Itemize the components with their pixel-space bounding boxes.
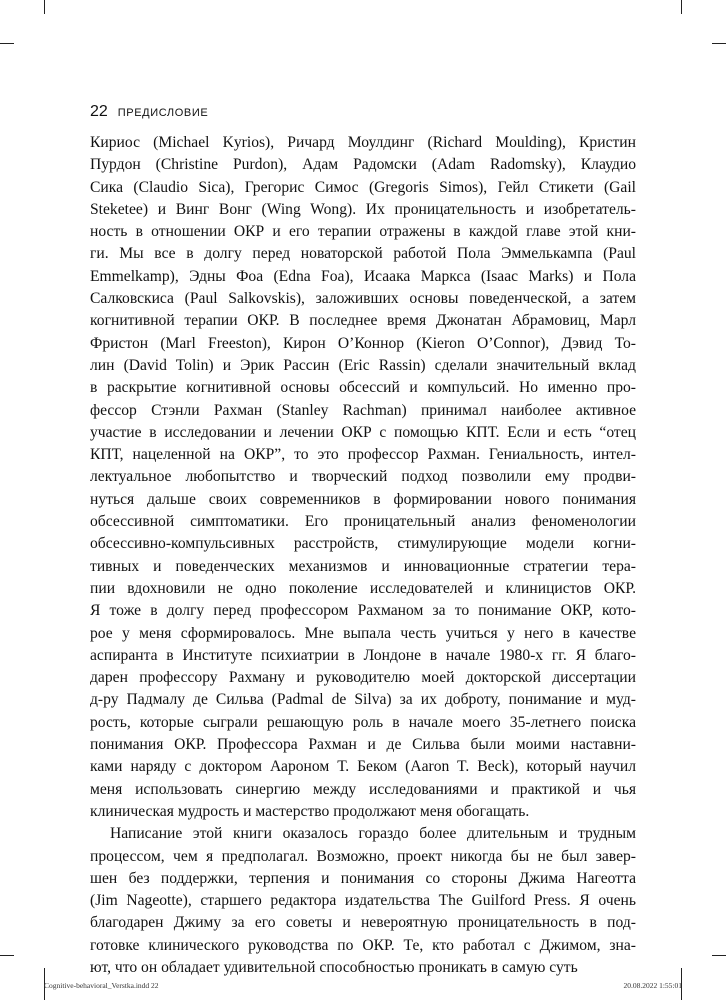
crop-mark-left-bottom: [0, 955, 14, 956]
text-line: лин (David Tolin) и Эрик Рассин (Eric Rassin) сделали значительный вклад: [90, 356, 636, 374]
text-line: обсессивной симптоматики. Его проницательный анализ феноменологии: [90, 513, 636, 531]
crop-mark-top-left: [44, 0, 45, 14]
text-line: рое у меня сформировалось. Мне выпала честь учиться у него в качестве: [90, 624, 636, 642]
text-line: Кириос (Michael Kyrios), Ричард Моулдинг (Richard Moulding), Кристин: [90, 134, 636, 151]
text-line: Emmelkamp), Эдны Фоа (Edna Foa), Исаака Маркса (Isaac Marks) и Пола: [90, 267, 636, 285]
text-line: меня использовать синергию между исследованиями и практикой и чья: [90, 780, 636, 798]
section-title: ПРЕДИСЛОВИЕ: [117, 107, 209, 119]
text-line: обсессивно-компульсивных расстройств, стимулирующие модели когни-: [90, 535, 636, 553]
text-line: рость, которые сыграли решающую роль в начале моего 35-летнего поиска: [90, 713, 636, 731]
crop-mark-left-top: [0, 43, 14, 44]
text-line: ги. Мы все в долгу перед новаторской работой Пола Эммелькампа (Paul: [90, 245, 636, 263]
text-line: пии вдохновили не одно поколение исследователей и клиницистов ОКР.: [90, 579, 636, 597]
text-line: клиническая мудрость и мастерство продолжают меня обогащать.: [90, 802, 530, 820]
body-text: [90, 132, 636, 979]
text-line: лектуальное любопытство и творческий подход позволили ему продви-: [90, 468, 636, 486]
text-line: готовке клинического руководства по ОКР. Те, кто работал с Джимом, зна-: [90, 936, 636, 954]
text-line: Написание этой книги оказалось гораздо более длительным и трудным: [110, 825, 636, 843]
text-line: дарен профессору Рахману и руководителю моей докторской диссертации: [90, 669, 636, 687]
text-line: процессом, чем я предполагал. Возможно, проект никогда бы не был завер-: [90, 847, 636, 865]
text-line: (Jim Nageotte), старшего редактора издательства The Guilford Press. Я очень: [90, 892, 636, 910]
text-line: аспиранта в Институте психиатрии в Лондоне в начале 1980-х гг. Я благо-: [90, 646, 636, 664]
slug-filename: Cognitive-behavioral_Verstka.indd 22: [44, 981, 159, 990]
text-line: ность в отношении ОКР и его терапии отражены в каждой главе этой кни-: [90, 223, 636, 241]
paragraph: [90, 132, 636, 823]
text-line: понимания ОКР. Профессора Рахман и де Сильва были моими наставни-: [90, 736, 636, 754]
text-line: шен без поддержки, терпения и понимания со стороны Джима Нагеотта: [90, 869, 636, 887]
slug-timestamp: 20.08.2022 1:55:01: [623, 981, 682, 990]
page-number: 22: [90, 103, 108, 120]
text-line: когнитивной терапии ОКР. В последнее время Джонатан Абрамовиц, Марл: [90, 312, 636, 330]
text-line: ками наряду с доктором Аароном Т. Беком (Aaron T. Beck), который научил: [90, 758, 636, 776]
text-line: Steketee) и Винг Вонг (Wing Wong). Их проницательность и изобретатель-: [90, 200, 636, 218]
text-line: Я тоже в долгу перед профессором Рахманом за то понимание ОКР, кото-: [90, 602, 636, 620]
text-line: Фристон (Marl Freeston), Кирон О’Коннор (Kieron O’Connor), Дэвид То-: [90, 334, 636, 352]
text-line: фессор Стэнли Рахман (Stanley Rachman) принимал наиболее активное: [90, 401, 636, 419]
text-line: нуться дальше своих современников в формировании нового понимания: [90, 490, 636, 508]
crop-mark-top-right: [681, 0, 682, 14]
running-header: [90, 103, 208, 121]
text-line: Салковскиса (Paul Salkovskis), заложивших основы поведенческой, а затем: [90, 290, 636, 308]
print-slug: [44, 981, 682, 990]
text-line: в раскрытие когнитивной основы обсессий и компульсий. Но именно про-: [90, 379, 636, 397]
text-line: КПТ, нацеленной на ОКР”, то это профессор Рахман. Гениальность, интел-: [90, 446, 636, 464]
text-line: д-ру Падмалу де Сильва (Padmal de Silva) за их доброту, понимание и муд-: [90, 691, 636, 709]
text-line: тивных и поведенческих механизмов и инновационные стратегии тера-: [90, 557, 636, 575]
text-line: участие в исследовании и лечении ОКР с помощью КПТ. Если и есть “отец: [90, 423, 636, 441]
text-line: благодарен Джиму за его советы и невероятную проницательность в под-: [90, 914, 636, 932]
paragraph: [90, 823, 636, 979]
text-line: ют, что он обладает удивительной способностью проникать в самую суть: [90, 958, 578, 976]
crop-mark-right-top: [712, 43, 726, 44]
text-line: Пурдон (Christine Purdon), Адам Радомски (Adam Radomsky), Клаудио: [90, 156, 636, 174]
crop-mark-right-bottom: [712, 955, 726, 956]
text-line: Сика (Claudio Sica), Грегорис Симос (Gregoris Simos), Гейл Стикети (Gail: [90, 178, 636, 196]
